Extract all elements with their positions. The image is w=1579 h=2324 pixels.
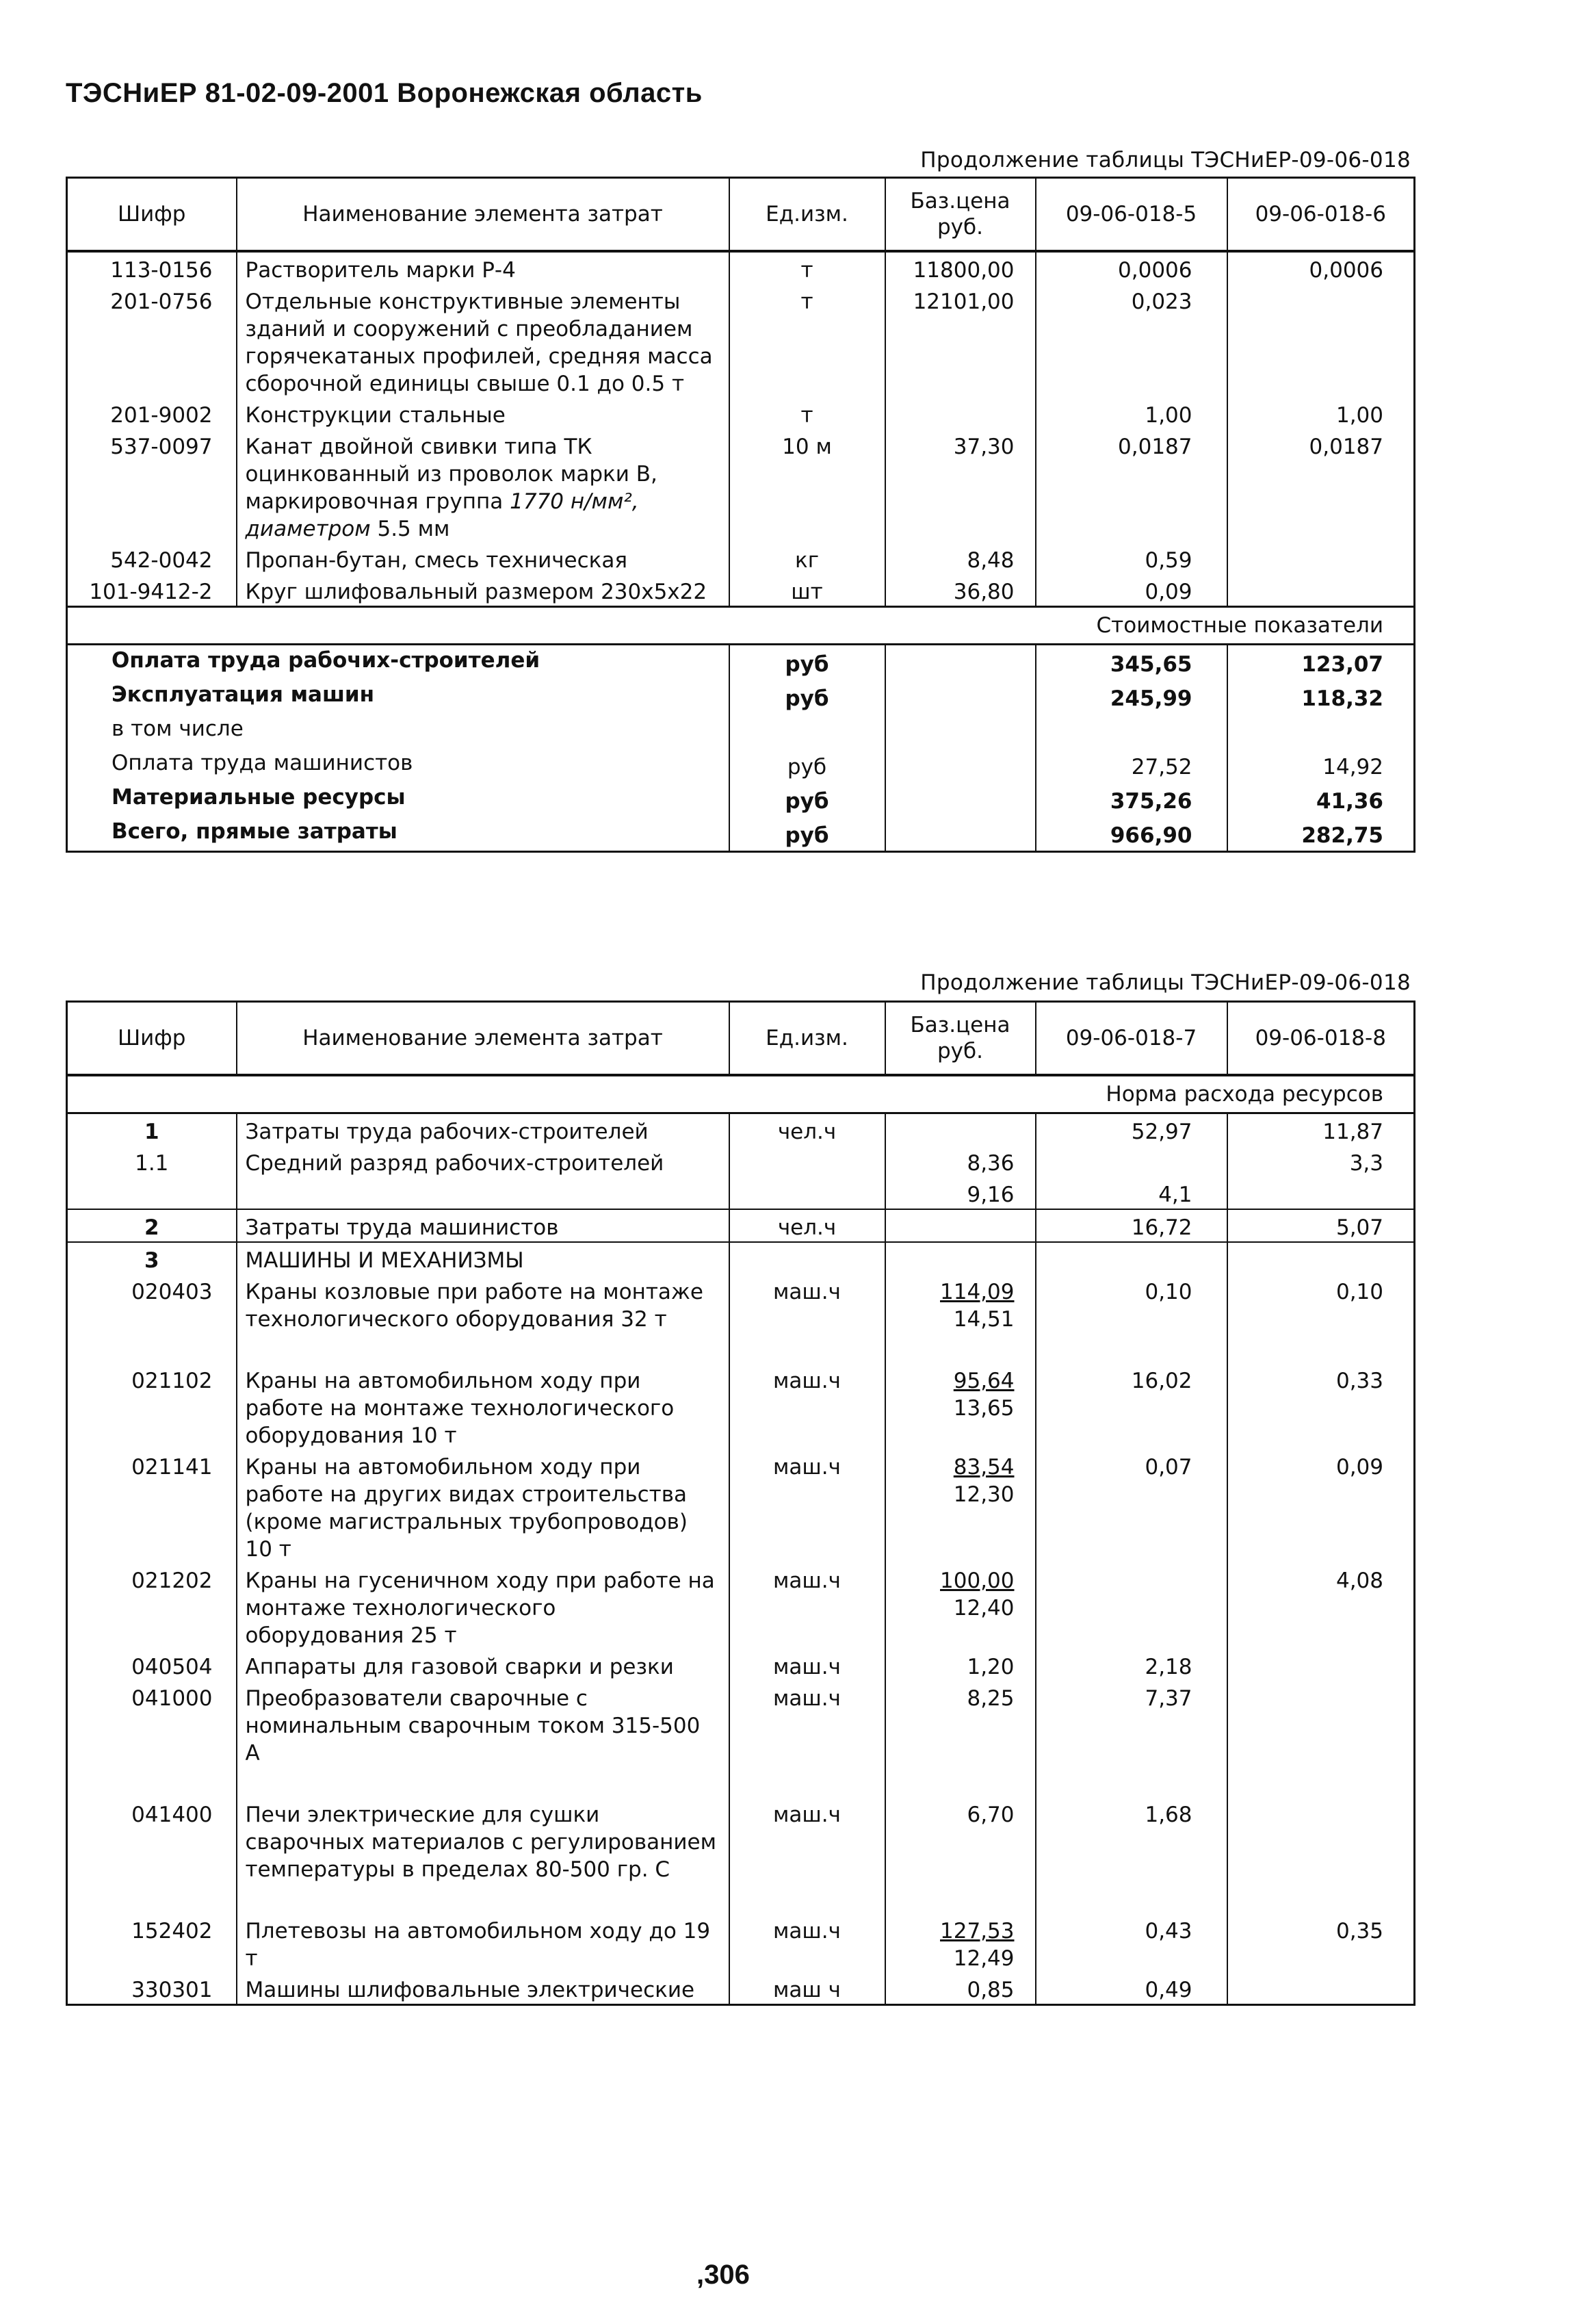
- table-row: [67, 1649, 1415, 1681]
- row-price: 11800,00: [885, 251, 1036, 284]
- row-price: [885, 1563, 1036, 1649]
- page-number: ,306: [696, 2260, 750, 2290]
- row-unit: маш.ч: [729, 1363, 885, 1449]
- row-name: Печи электрические для сушки сварочных материалов с регулированием температуры в пределах 80-500 гр. С: [237, 1797, 729, 1883]
- summary-name: Оплата труда машинистов: [67, 748, 729, 782]
- column-header-base-price: Баз.цена руб.: [885, 178, 1036, 252]
- resource-table-1: [66, 177, 1415, 853]
- row-value-8: 0,09: [1227, 1449, 1415, 1563]
- summary-row: [67, 816, 1415, 852]
- row-value-8: [1227, 1177, 1415, 1209]
- table-row: [67, 543, 1415, 574]
- column-header-code: Шифр: [67, 1002, 237, 1076]
- row-name: [237, 1177, 729, 1209]
- row-value-8: [1227, 1681, 1415, 1767]
- summary-row: [67, 714, 1415, 748]
- row-code: 201-0756: [67, 284, 237, 398]
- summary-value-5: [1036, 714, 1227, 748]
- row-value-5: 0,59: [1036, 543, 1227, 574]
- table-header-row: [67, 1002, 1415, 1076]
- row-value-5: 0,0187: [1036, 429, 1227, 543]
- row-name-part: Канат двойной свивки типа ТК оцинкованный из проволок марки В, маркировочная группа: [245, 435, 657, 514]
- summary-price: [885, 816, 1036, 852]
- table-row: [67, 1563, 1415, 1649]
- row-value-8: 0,35: [1227, 1913, 1415, 1972]
- row-value-6: [1227, 574, 1415, 607]
- row-name: Затраты труда машинистов: [237, 1209, 729, 1242]
- column-header-variant-7: 09-06-018-7: [1036, 1002, 1227, 1076]
- column-header-base-price: Баз.цена руб.: [885, 1002, 1036, 1076]
- row-price: [885, 1242, 1036, 1274]
- summary-value-5: 245,99: [1036, 680, 1227, 714]
- row-unit: т: [729, 251, 885, 284]
- row-price: 36,80: [885, 574, 1036, 607]
- summary-unit: руб: [729, 680, 885, 714]
- column-header-unit: Ед.изм.: [729, 178, 885, 252]
- row-code: 041000: [67, 1681, 237, 1767]
- row-name: Преобразователи сварочные с номинальным сварочным током 315-500 А: [237, 1681, 729, 1767]
- row-name: [237, 429, 729, 543]
- row-price: [885, 1449, 1036, 1563]
- row-name: Конструкции стальные: [237, 398, 729, 429]
- row-price: [885, 398, 1036, 429]
- row-price-main: 127,53: [940, 1919, 1015, 1944]
- summary-price: [885, 645, 1036, 680]
- row-name: Краны козловые при работе на монтаже технологического оборудования 32 т: [237, 1274, 729, 1333]
- table-row: [67, 1681, 1415, 1767]
- summary-name: Оплата труда рабочих-строителей: [67, 645, 729, 680]
- summary-value-6: 282,75: [1227, 816, 1415, 852]
- section-label: Норма расхода ресурсов: [67, 1075, 1415, 1113]
- table-row: [67, 251, 1415, 284]
- summary-name: Всего, прямые затраты: [67, 816, 729, 852]
- row-value-6: [1227, 284, 1415, 398]
- table-row: [67, 284, 1415, 398]
- row-name: Краны на автомобильном ходу при работе на других видах строительства (кроме магистральных трубопроводов) 10 т: [237, 1449, 729, 1563]
- row-code: 021102: [67, 1363, 237, 1449]
- row-code: 101-9412-2: [67, 574, 237, 607]
- row-price: [885, 1913, 1036, 1972]
- row-code: 021202: [67, 1563, 237, 1649]
- summary-row: [67, 645, 1415, 680]
- row-spacer: [67, 1767, 1415, 1797]
- row-code: 537-0097: [67, 429, 237, 543]
- row-unit: [729, 1177, 885, 1209]
- row-value-7: [1036, 1242, 1227, 1274]
- row-name: Плетевозы на автомобильном ходу до 19 т: [237, 1913, 729, 1972]
- column-header-unit: Ед.изм.: [729, 1002, 885, 1076]
- summary-price: [885, 748, 1036, 782]
- row-value-7: 16,72: [1036, 1209, 1227, 1242]
- table-row: [67, 429, 1415, 543]
- row-price: 37,30: [885, 429, 1036, 543]
- table-row: [67, 1972, 1415, 2005]
- row-unit: шт: [729, 574, 885, 607]
- row-value-8: 3,3: [1227, 1146, 1415, 1177]
- summary-value-6: 41,36: [1227, 782, 1415, 816]
- column-header-variant-8: 09-06-018-8: [1227, 1002, 1415, 1076]
- table-row: [67, 1146, 1415, 1177]
- row-price: [885, 1274, 1036, 1333]
- row-price: [885, 1113, 1036, 1146]
- table-row: [67, 1449, 1415, 1563]
- row-name-part: 5.5 мм: [370, 517, 450, 541]
- table-row: [67, 1113, 1415, 1146]
- row-spacer: [67, 1333, 1415, 1363]
- row-price-machinist: 12,49: [953, 1946, 1015, 1971]
- row-unit: чел.ч: [729, 1209, 885, 1242]
- summary-value-5: 27,52: [1036, 748, 1227, 782]
- summary-value-6: 123,07: [1227, 645, 1415, 680]
- summary-row: [67, 782, 1415, 816]
- row-value-7: 0,43: [1036, 1913, 1227, 1972]
- row-price-machinist: 12,30: [953, 1482, 1015, 1507]
- section-header-row: [67, 607, 1415, 645]
- row-value-5: 0,023: [1036, 284, 1227, 398]
- row-price-machinist: 13,65: [953, 1396, 1015, 1421]
- table-continuation-label: Продолжение таблицы ТЭСНиЕР-09-06-018: [920, 970, 1411, 995]
- row-value-6: 0,0006: [1227, 251, 1415, 284]
- row-name: Краны на гусеничном ходу при работе на монтаже технологического оборудования 25 т: [237, 1563, 729, 1649]
- row-unit: 10 м: [729, 429, 885, 543]
- section-label: Стоимостные показатели: [67, 607, 1415, 645]
- row-price: 12101,00: [885, 284, 1036, 398]
- table-header-row: [67, 178, 1415, 252]
- summary-name: Материальные ресурсы: [67, 782, 729, 816]
- row-code: 1.1: [67, 1146, 237, 1177]
- row-value-5: 0,0006: [1036, 251, 1227, 284]
- row-unit: маш.ч: [729, 1681, 885, 1767]
- row-code: 1: [67, 1113, 237, 1146]
- summary-value-5: 345,65: [1036, 645, 1227, 680]
- row-name: МАШИНЫ И МЕХАНИЗМЫ: [237, 1242, 729, 1274]
- row-value-7: 0,07: [1036, 1449, 1227, 1563]
- row-unit: маш.ч: [729, 1797, 885, 1883]
- row-value-6: 1,00: [1227, 398, 1415, 429]
- resource-table-2: [66, 1000, 1415, 2006]
- row-value-6: 0,0187: [1227, 429, 1415, 543]
- row-value-5: 1,00: [1036, 398, 1227, 429]
- column-header-name: Наименование элемента затрат: [237, 1002, 729, 1076]
- row-code: 542-0042: [67, 543, 237, 574]
- document-title: ТЭСНиЕР 81-02-09-2001 Воронежская область: [66, 78, 703, 108]
- row-price-main: 114,09: [940, 1280, 1015, 1304]
- summary-value-6: 118,32: [1227, 680, 1415, 714]
- table-continuation-label: Продолжение таблицы ТЭСНиЕР-09-06-018: [920, 148, 1411, 172]
- column-header-variant-6: 09-06-018-6: [1227, 178, 1415, 252]
- row-value-7: 4,1: [1036, 1177, 1227, 1209]
- summary-unit: [729, 714, 885, 748]
- row-price-machinist: 14,51: [953, 1307, 1015, 1332]
- summary-value-5: 375,26: [1036, 782, 1227, 816]
- row-price: 8,48: [885, 543, 1036, 574]
- row-price: 8,36: [885, 1146, 1036, 1177]
- row-unit: [729, 1242, 885, 1274]
- row-price: 0,85: [885, 1972, 1036, 2005]
- row-unit: маш.ч: [729, 1913, 885, 1972]
- row-name: Пропан-бутан, смесь техническая: [237, 543, 729, 574]
- row-value-7: 52,97: [1036, 1113, 1227, 1146]
- row-unit: маш.ч: [729, 1274, 885, 1333]
- summary-name: Эксплуатация машин: [67, 680, 729, 714]
- row-name: Средний разряд рабочих-строителей: [237, 1146, 729, 1177]
- summary-price: [885, 680, 1036, 714]
- row-code: 113-0156: [67, 251, 237, 284]
- row-price-main: 100,00: [940, 1568, 1015, 1593]
- row-unit: чел.ч: [729, 1113, 885, 1146]
- summary-row: [67, 680, 1415, 714]
- row-value-8: 11,87: [1227, 1113, 1415, 1146]
- summary-unit: руб: [729, 782, 885, 816]
- row-price-main: 83,54: [953, 1455, 1015, 1480]
- section-header-row: [67, 1075, 1415, 1113]
- row-name-italic-part: 1770 н/мм², диаметром: [245, 489, 639, 541]
- summary-name: в том числе: [67, 714, 729, 748]
- row-unit: маш.ч: [729, 1563, 885, 1649]
- row-value-8: 0,33: [1227, 1363, 1415, 1449]
- row-name: Затраты труда рабочих-строителей: [237, 1113, 729, 1146]
- row-value-8: 5,07: [1227, 1209, 1415, 1242]
- row-value-6: [1227, 543, 1415, 574]
- row-name: Круг шлифовальный размером 230x5x22: [237, 574, 729, 607]
- summary-unit: руб: [729, 816, 885, 852]
- row-code: [67, 1177, 237, 1209]
- row-value-8: [1227, 1242, 1415, 1274]
- summary-value-5: 966,90: [1036, 816, 1227, 852]
- row-price: 6,70: [885, 1797, 1036, 1883]
- row-value-8: 0,10: [1227, 1274, 1415, 1333]
- row-code: 3: [67, 1242, 237, 1274]
- column-header-code: Шифр: [67, 178, 237, 252]
- row-value-7: 0,10: [1036, 1274, 1227, 1333]
- summary-unit: руб: [729, 748, 885, 782]
- row-value-8: [1227, 1649, 1415, 1681]
- table-row: [67, 1209, 1415, 1242]
- row-value-5: 0,09: [1036, 574, 1227, 607]
- row-unit: маш ч: [729, 1972, 885, 2005]
- summary-value-6: 14,92: [1227, 748, 1415, 782]
- column-header-variant-5: 09-06-018-5: [1036, 178, 1227, 252]
- row-value-7: [1036, 1146, 1227, 1177]
- summary-value-6: [1227, 714, 1415, 748]
- row-price: 8,25: [885, 1681, 1036, 1767]
- row-value-7: [1036, 1563, 1227, 1649]
- row-name: Отдельные конструктивные элементы зданий и сооружений с преобладанием горячекатаных профилей, средняя масса сборочной единицы свыше 0.1 до 0.5 т: [237, 284, 729, 398]
- row-code: 041400: [67, 1797, 237, 1883]
- row-value-7: 0,49: [1036, 1972, 1227, 2005]
- row-value-7: 1,68: [1036, 1797, 1227, 1883]
- row-unit: т: [729, 398, 885, 429]
- row-value-7: 16,02: [1036, 1363, 1227, 1449]
- row-value-8: [1227, 1972, 1415, 2005]
- table-row: [67, 1797, 1415, 1883]
- row-value-8: 4,08: [1227, 1563, 1415, 1649]
- row-code: 201-9002: [67, 398, 237, 429]
- table-row: [67, 1274, 1415, 1333]
- row-name: Аппараты для газовой сварки и резки: [237, 1649, 729, 1681]
- row-unit: кг: [729, 543, 885, 574]
- table-row: [67, 1242, 1415, 1274]
- row-code: 152402: [67, 1913, 237, 1972]
- row-unit: [729, 1146, 885, 1177]
- row-code: 040504: [67, 1649, 237, 1681]
- summary-unit: руб: [729, 645, 885, 680]
- column-header-name: Наименование элемента затрат: [237, 178, 729, 252]
- summary-price: [885, 714, 1036, 748]
- row-name: Краны на автомобильном ходу при работе на монтаже технологического оборудования 10 т: [237, 1363, 729, 1449]
- row-price-main: 95,64: [953, 1369, 1015, 1393]
- row-name: Растворитель марки Р-4: [237, 251, 729, 284]
- row-value-8: [1227, 1797, 1415, 1883]
- row-spacer: [67, 1883, 1415, 1913]
- row-value-7: 7,37: [1036, 1681, 1227, 1767]
- row-code: 021141: [67, 1449, 237, 1563]
- row-price: [885, 1363, 1036, 1449]
- table-row: [67, 1913, 1415, 1972]
- row-name: Машины шлифовальные электрические: [237, 1972, 729, 2005]
- row-price: [885, 1209, 1036, 1242]
- table-row: [67, 574, 1415, 607]
- table-row: [67, 1177, 1415, 1209]
- row-value-7: 2,18: [1036, 1649, 1227, 1681]
- summary-price: [885, 782, 1036, 816]
- row-code: 2: [67, 1209, 237, 1242]
- row-price: 9,16: [885, 1177, 1036, 1209]
- row-code: 330301: [67, 1972, 237, 2005]
- row-price: 1,20: [885, 1649, 1036, 1681]
- table-row: [67, 1363, 1415, 1449]
- row-unit: т: [729, 284, 885, 398]
- summary-row: [67, 748, 1415, 782]
- row-price-machinist: 12,40: [953, 1596, 1015, 1621]
- row-unit: маш.ч: [729, 1649, 885, 1681]
- row-unit: маш.ч: [729, 1449, 885, 1563]
- table-row: [67, 398, 1415, 429]
- row-code: 020403: [67, 1274, 237, 1333]
